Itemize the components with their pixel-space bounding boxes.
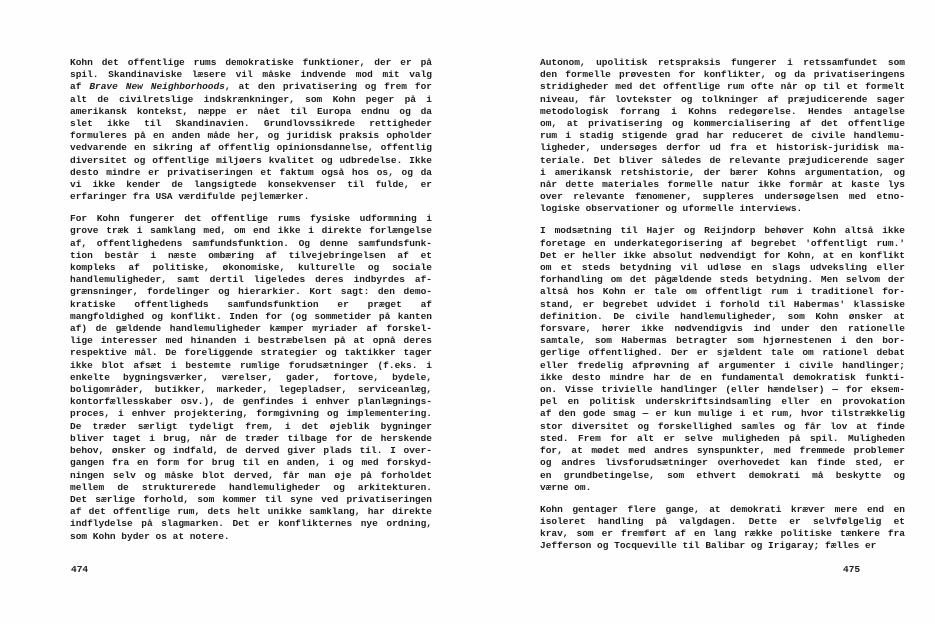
text-line: desto mindre er privatiseringen et faktum også hos os, og da bbox=[70, 166, 432, 178]
text-line: Det er heller ikke absolut nødvendigt for Kohn, at en konflikt bbox=[540, 249, 905, 261]
text-line: om et steds betydning vil udløse en slags udveksling eller bbox=[540, 262, 905, 274]
text-line: ikke desto mindre har de en fundamental demokratisk funkti- bbox=[540, 371, 905, 383]
text-line: gangen fra en form for brug til en anden, i og med forskyd- bbox=[70, 457, 432, 469]
text-line: og andres livsforudsætninger overhovedet kan finde sted, er bbox=[540, 457, 905, 469]
text-line: samtale, som Habermas betragter som hjørnestenen i den bor- bbox=[540, 335, 905, 347]
text-line: Det særlige forhold, som kommer til syne ved privatiseringen bbox=[70, 493, 432, 505]
paragraph bbox=[540, 225, 905, 493]
text-line: For Kohn fungerer det offentlige rums fysiske udformning i bbox=[70, 213, 432, 225]
text-line: De træder særligt tydeligt frem, i det øjeblik bygninger bbox=[70, 420, 432, 432]
text-line: behov, ønsker og indfald, de derved giver plads til. I over- bbox=[70, 445, 432, 457]
text-line: isoleret handling på valgdagen. Dette er selvfølgelig et bbox=[540, 515, 905, 527]
text-line: kompleks af politiske, økonomiske, kulturelle og sociale bbox=[70, 262, 432, 274]
page-number-left: 474 bbox=[71, 564, 89, 575]
paragraph bbox=[540, 57, 905, 216]
page-right-text-column bbox=[540, 57, 905, 553]
paragraph bbox=[70, 213, 432, 542]
text-line: formuleres på en anden måde her, og juridisk praksis opholder bbox=[70, 130, 432, 142]
text-line: I modsætning til Hajer og Reijndorp behøver Kohn altså ikke bbox=[540, 225, 905, 237]
text-line: over relevante fænomener, suppleres undersøgelsen med etno- bbox=[540, 191, 905, 203]
text-line: Autonom, upolitisk retspraksis fungerer i retssamfundet som bbox=[540, 57, 905, 68]
text-line: metodologisk forrang i Kohns redegørelse. Hendes antagelse bbox=[540, 105, 905, 117]
text-line: sted. Frem for alt er selve muligheden på spil. Muligheden bbox=[540, 432, 905, 444]
text-line: i amerikansk retshistorie, der bærer Kohns argumentation, og bbox=[540, 166, 905, 178]
text-line: en grundbetingelse, som ethvert demokrati må beskytte og bbox=[540, 469, 905, 481]
page-left-text-column bbox=[70, 57, 432, 543]
text-line: Jefferson og Tocqueville til Balibar og Irigaray; fælles er bbox=[540, 540, 877, 552]
text-line: rum i stadig stigende grad har reduceret de civile handlemu- bbox=[540, 130, 905, 142]
text-line: erfaringer fra USA værdifulde pejlemærker. bbox=[70, 191, 310, 203]
text-line: Kohn gentager flere gange, at demokrati kræver mere end en bbox=[540, 503, 905, 515]
text-line: eller fredelig afprøvning af argumenter i civile handlinger; bbox=[540, 359, 905, 371]
text-line: som Kohn byder os at notere. bbox=[70, 530, 230, 542]
text-line: stand, er begrebet udvidet i forhold til Habermas' klassiske bbox=[540, 298, 905, 310]
text-line: logiske observationer og uformelle interviews. bbox=[540, 203, 803, 215]
text-line: gerlige offentlighed. Der er sjældent tale om rationel debat bbox=[540, 347, 905, 359]
text-line: kratiske offentligheds samfundsfunktion er præget af bbox=[70, 298, 432, 310]
text-line: den formelle prøvesten for konflikter, og da privatiseringens bbox=[540, 69, 905, 81]
text-line: indflydelse på slagmarken. Det er konflikternes nye ordning, bbox=[70, 518, 432, 530]
text-line: mangfoldighed og konflikt. Inden for (og sommetider på kanten bbox=[70, 310, 432, 322]
text-line: proces, i enhver projektering, formgivning og implementering. bbox=[70, 408, 432, 420]
text-line: boligområder, butikker, markeder, legepladser, serviceanlæg, bbox=[70, 384, 432, 396]
text-line: mellem de strukturerede handlemuligheder og arkitekturen. bbox=[70, 481, 432, 493]
text-line: Kohn det offentlige rums demokratiske funktioner, der er på bbox=[70, 57, 432, 68]
text-line: af det offentlige rum, dets helt unikke samklang, har direkte bbox=[70, 506, 432, 518]
text-line: on. Visse trivielle handlinger (eller hændelser) — for eksem- bbox=[540, 384, 905, 396]
paragraph bbox=[70, 57, 432, 203]
text-line: diversitet og offentlige miljøers kvalitet og udbredelse. Ikke bbox=[70, 154, 432, 166]
text-line: af) de gældende handlemuligheder kæmper myriader af forskel- bbox=[70, 323, 432, 335]
text-line: forsvare, hører ikke nødvendigvis ind under den rationelle bbox=[540, 323, 905, 335]
text-line: amerikansk kontekst, næppe er nået til Europa endnu og da bbox=[70, 105, 432, 117]
text-line: grove træk i samklang med, om end ikke i direkte forlængelse bbox=[70, 225, 432, 237]
text-line: af, offentlighedens samfundsfunktion. Og denne samfundsfunk- bbox=[70, 237, 432, 249]
text-line: lige interesser med hinanden i bestræbelsen på at opnå deres bbox=[70, 335, 432, 347]
text-line: værne om. bbox=[540, 481, 592, 493]
text-line: for, at mødet med andres synspunkter, med fremmede problemer bbox=[540, 445, 905, 457]
text-line: når dette materiales formelle natur ikke formår at kaste lys bbox=[540, 179, 905, 191]
text-line: ligheder, undersøges derfor ud fra et historisk-juridisk ma- bbox=[540, 142, 905, 154]
text-line: foretage en underkategorisering af begrebet 'offentligt rum.' bbox=[540, 237, 905, 249]
text-line: stridigheder med det offentlige rum ofte når op til et formelt bbox=[540, 81, 905, 93]
text-line: slet ikke til Skandinavien. Grundlovssikrede rettigheder bbox=[70, 118, 432, 130]
text-line: af Brave New Neighborhoods, at den privatisering og frem for bbox=[70, 81, 433, 93]
text-line: bliver taget i brug, når de træder tilbage for de herskende bbox=[70, 432, 432, 444]
text-line: kontorfællesskaber osv.), de genfindes i enhver planlægnings- bbox=[70, 396, 432, 408]
paragraph bbox=[540, 504, 905, 553]
page-number-right: 475 bbox=[843, 564, 861, 575]
text-line: enkelte bygningsværker, værelser, gader, fortove, bydele, bbox=[70, 371, 432, 383]
text-line: forhandling om det pågældende steds betydning. Men selvom der bbox=[540, 274, 905, 286]
text-line: ikke blot afsæt i bestemte rumlige forudsætninger (f.eks. i bbox=[70, 359, 432, 371]
text-line: teriale. Det bliver således de relevante præjudicerende sager bbox=[540, 154, 905, 166]
text-line: grænsninger, fordelinger og hierarkier. Kort sagt: den demo- bbox=[70, 286, 432, 298]
text-line: vi ikke kender de langsigtede konsekvenser til fulde, er bbox=[70, 179, 432, 191]
text-line: krav, som er fremført af en lang række politiske tænkere fra bbox=[540, 528, 905, 540]
text-line: stor diversitet og forskellighed samles og får lov at finde bbox=[540, 420, 905, 432]
text-line: alt de civilretslige indskrænkninger, som Kohn peger på i bbox=[70, 93, 432, 105]
text-line: ningen selv og måske blot derved, får man øje på forholdet bbox=[70, 469, 432, 481]
text-line: tion består i næste ombæring af tilvejebringelsen af et bbox=[70, 249, 432, 261]
text-line: niveau, får lovtekster og tolkninger af præjudicerende sager bbox=[540, 93, 905, 105]
text-line: af den gode smag — er kun mulige i et rum, hvor tilstrækkelig bbox=[540, 408, 905, 420]
text-line: respektive mål. De foreliggende strategier og taktikker tager bbox=[70, 347, 432, 359]
text-line: definition. De civile handlemuligheder, som Kohn ønsker at bbox=[540, 310, 905, 322]
text-line: om, at privatisering og kommercialisering af det offentlige bbox=[540, 118, 905, 130]
text-line: spil. Skandinaviske læsere vil måske indvende mod mit valg bbox=[70, 69, 432, 81]
book-title-italic: Brave New Neighborhoods bbox=[89, 81, 225, 93]
text-line: handlemuligheder, samt dertil ligeledes deres indbyrdes af- bbox=[70, 274, 432, 286]
text-line: vedvarende en sikring af offentlig opinionsdannelse, offentlig bbox=[70, 142, 432, 154]
text-line: pel en politisk underskriftsindsamling eller en provokation bbox=[540, 396, 905, 408]
text-line: altså hos Kohn er tale om offentligt rum i traditionel for- bbox=[540, 286, 905, 298]
